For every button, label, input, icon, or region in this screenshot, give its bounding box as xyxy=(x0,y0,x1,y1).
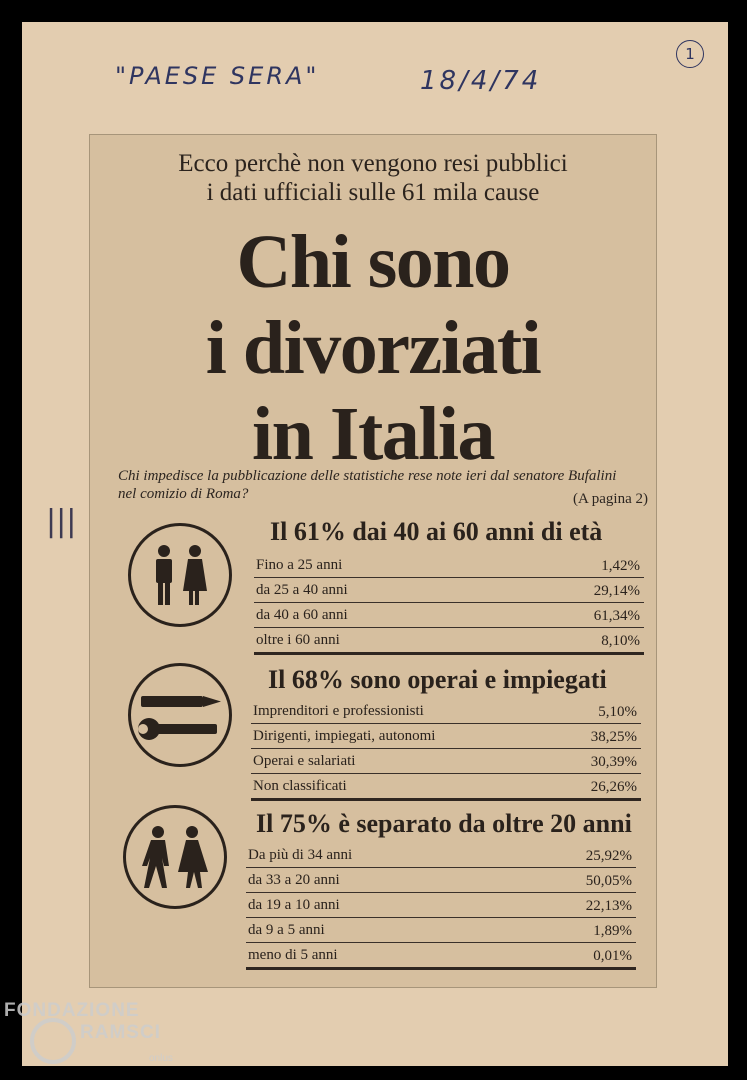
section-title: Il 75% è separato da oltre 20 anni xyxy=(256,809,632,838)
table-row: da 40 a 60 anni 61,34% xyxy=(254,603,644,628)
table-row: Non classificati 26,26% xyxy=(251,774,641,801)
table-row: meno di 5 anni 0,01% xyxy=(246,943,636,970)
table-row: Operai e salariati 30,39% xyxy=(251,749,641,774)
headline: Chi sono i divorziati in Italia xyxy=(205,220,541,476)
teaser-text: Chi impedisce la pubblicazione delle statistiche rese note ieri dal senatore Bufalini nel comizio di Roma? xyxy=(118,468,617,502)
g-logo-icon xyxy=(30,1018,76,1064)
stats-table-profession xyxy=(251,699,641,801)
table-row: Imprenditori e professionisti 5,10% xyxy=(251,699,641,724)
page-reference: (A pagina 2) xyxy=(573,491,648,507)
table-row: Dirigenti, impiegati, autonomi 38,25% xyxy=(251,724,641,749)
stats-table-duration xyxy=(246,843,636,970)
table-row: da 33 a 20 anni 50,05% xyxy=(246,868,636,893)
subheadline: Ecco perchè non vengono resi pubblici i dati ufficiali sulle 61 mila cause xyxy=(178,150,568,206)
table-row: oltre i 60 anni 8,10% xyxy=(254,628,644,655)
couple-icon xyxy=(128,523,232,627)
handwritten-source: "PAESE SERA" xyxy=(115,62,320,90)
handwritten-page-number: 1 xyxy=(676,40,704,68)
walking-couple-icon xyxy=(123,805,227,909)
table-row: da 19 a 10 anni 22,13% xyxy=(246,893,636,918)
section-title: Il 68% sono operai e impiegati xyxy=(268,665,607,694)
table-row: da 25 a 40 anni 29,14% xyxy=(254,578,644,603)
section-title: Il 61% dai 40 ai 60 anni di età xyxy=(270,517,603,546)
table-row: Fino a 25 anni 1,42% xyxy=(254,553,644,578)
handwritten-date: 18/4/74 xyxy=(420,66,542,96)
table-row: Da più di 34 anni 25,92% xyxy=(246,843,636,868)
stats-table-age xyxy=(254,553,644,655)
archive-watermark: FONDAZIONE RAMSCI onlus xyxy=(4,1000,173,1064)
pencil-marks: ||| xyxy=(46,504,77,539)
newspaper-clipping xyxy=(89,134,657,988)
pen-wrench-icon xyxy=(128,663,232,767)
table-row: da 9 a 5 anni 1,89% xyxy=(246,918,636,943)
